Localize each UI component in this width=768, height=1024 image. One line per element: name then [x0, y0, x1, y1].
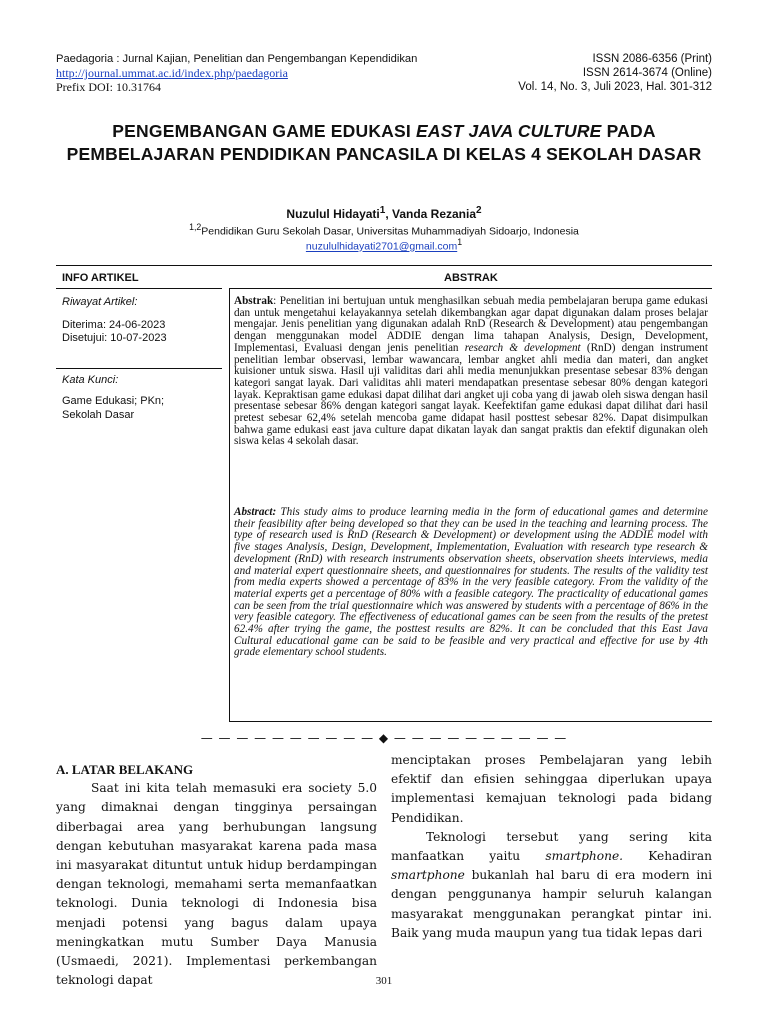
abstract-indonesian	[234, 296, 708, 448]
para3-italic-2: smartphone	[391, 868, 465, 883]
section-heading: A. LATAR BELAKANG	[56, 762, 194, 777]
journal-name: Paedagoria : Jurnal Kajian, Penelitian dan Pengembangan Kependidikan	[56, 53, 418, 65]
journal-url-link[interactable]: http://journal.ummat.ac.id/index.php/paedagoria	[56, 66, 288, 80]
title-part-2: PADA PEMBELAJARAN PENDIDIKAN PANCASILA DI KELAS 4 SEKOLAH DASAR	[66, 121, 702, 164]
email-sup: 1	[457, 237, 463, 247]
issn-online: ISSN 2614-3674 (Online)	[582, 67, 712, 79]
title-italic: EAST JAVA CULTURE	[416, 121, 602, 141]
author-2: Vanda Rezania	[391, 207, 477, 221]
abstrak-text-2: (RnD) dengan instrument penelitian lembar observasi, lembar wawancara, lembar angket ahli media dan materi, dan angket kuisioner untuk siswa. Hasil uji validitas dari ahli media menunjukkan presentase sebesar 83% dengan kategori sangat layak. Dari validitas ahli materi mendapatkan presentase sebesar 80% dengan kategori layak. Kepraktisan game edukasi dapat dilihat dari angket uji coba yang di jawab oleh siswa dengan hasil presentase sebesar 86% dengan kategori sangat layak. Keefektifan game edukasi dapat dilihat dari hasil pretest sebesar 62,4% setelah mencoba game didapat hasil posttest sebesar 82%. Dapat disimpulkan bahwa game edukasi east java culture dapat dikatan layak dan sangat praktis dan efektif digunakan oleh siswa kelas 4 sekolah dasar.	[234, 341, 708, 448]
affiliation-text: Pendidikan Guru Sekolah Dasar, Universitas Muhammadiyah Sidoarjo, Indonesia	[201, 225, 579, 238]
abstract-label: Abstract:	[234, 506, 277, 518]
info-heading: INFO ARTIKEL	[62, 272, 139, 284]
running-header-right	[518, 52, 712, 94]
author-1: Nuzulul Hidayati	[286, 207, 380, 221]
body-paragraph-1: Saat ini kita telah memasuki era society 5.0 yang dimaknai dengan tingginya persaingan diberbagai area yang berhubungan langsung dengan kebutuhan masyarakat karena pada masa ini masyarakat dituntut untuk hidup berdampingan dengan teknologi, memahami serta memanfaatkan teknologi. Dunia teknologi di Indonesia bisa menjadi potensi yang bagus dalam upaya meningkatkan mutu Sumber Daya Manusia (Usmaedi, 2021). Implementasi perkembangan teknologi dapat	[56, 781, 377, 988]
doi-prefix: Prefix DOI: 10.31764	[56, 80, 161, 94]
abstrak-text-1: : Penelitian ini bertujuan untuk menghasilkan sebuah media pembelajaran berupa game edukasi dan untuk mengetahui kelayakannya setelah dikembangkan agar dapat digunakan dalam proses belajar mengajar. Jenis penelitian yang digunakan adalah RnD (Research & Development) atau pengembangan dengan menggunakan model ADDIE dengan lima tahapan Analysis, Design, Development, Implementasi, Evaluasi dengan jenis penelitian	[234, 295, 708, 354]
para3-text-b: Kehadiran	[623, 849, 712, 864]
author-list	[60, 205, 708, 221]
history-label: Riwayat Artikel:	[62, 296, 138, 308]
author-email	[60, 237, 708, 253]
info-divider	[56, 368, 222, 369]
frame-top-rule	[56, 265, 712, 266]
abstract-left-border	[229, 289, 230, 721]
para3-italic-1: smartphone.	[545, 849, 624, 864]
abstrak-label: Abstrak	[234, 295, 274, 307]
email-link[interactable]: nuzululhidayati2701@gmail.com	[305, 240, 458, 253]
abstrak-italic: research & development	[464, 341, 581, 354]
page-number: 301	[375, 975, 393, 987]
abstract-heading: ABSTRAK	[444, 272, 498, 284]
issn-print: ISSN 2086-6356 (Print)	[592, 53, 712, 65]
body-paragraph-3	[391, 828, 712, 943]
keywords-line-2: Sekolah Dasar	[62, 409, 135, 421]
body-paragraph-2: menciptakan proses Pembelajaran yang lebih efektif dan efisien sehinggaa diperlukan upaya implementasi kemajuan teknologi pada bidang Pendidikan.	[391, 753, 712, 825]
abstract-text: This study aims to produce learning media in the form of educational games and determine their feasibility after being developed so that they can be used in the teaching and learning process. The type of research used is RnD (Research & Development) or development using the ADDIE model with five stages Analysis, Design, Development, Implementation, Evaluation with research type research & development (RnD) with research instruments observation sheets, observation sheets interviews, media and material expert questionnaire sheets, and questionnaires for students. The results of the validity test from media experts showed a percentage of 83% in the very feasible category. From the validity of the material experts get a percentage of 80% with a feasible category. The practicality of educational games can be seen from the trial questionnaire which was answered by students with a percentage of 86% in the very feasible category. The effectiveness of educational games can be seen from the results of the pretest 62.4% after trying the game, the posttest results are 82%. It can be concluded that this East Java Cultural educational game can be said to be feasible and very practical and effective for use by 4th grade elementary school students.	[234, 506, 708, 659]
title-part-1: PENGEMBANGAN GAME EDUKASI	[112, 121, 416, 141]
paper-title	[60, 120, 708, 166]
section-separator: — — — — — — — — — — ◆ — — — — — — — — — —	[200, 731, 568, 745]
para3-text-c: bukanlah hal baru di era modern ini dengan penggunanya hampir seluruh kalangan masyarakat menggunakan perangkat pintar ini. Baik yang muda maupun yang tua tidak lepas dari	[391, 868, 712, 940]
info-heading-rule	[56, 288, 222, 289]
author-2-sup: 2	[476, 205, 482, 216]
para3-text-a: Teknologi tersebut yang sering kita manfaatkan yaitu	[391, 829, 712, 864]
affiliation-sup: 1,2	[189, 222, 202, 232]
approved-date: Disetujui: 10-07-2023	[62, 332, 167, 344]
abstract-heading-rule	[229, 288, 712, 289]
abstract-english	[234, 507, 708, 659]
keywords-label: Kata Kunci:	[62, 374, 119, 386]
keywords-line-1: Game Edukasi; PKn;	[62, 395, 165, 407]
running-header-left	[56, 52, 476, 94]
author-1-sup: 1	[379, 205, 386, 216]
body-column-right	[391, 751, 712, 943]
body-column-left	[56, 760, 377, 990]
affiliation	[60, 222, 708, 238]
volume-info: Vol. 14, No. 3, Juli 2023, Hal. 301-312	[518, 81, 712, 93]
received-date: Diterima: 24-06-2023	[62, 319, 166, 331]
author-separator: ,	[385, 207, 392, 221]
abstract-bottom-rule	[229, 721, 712, 722]
